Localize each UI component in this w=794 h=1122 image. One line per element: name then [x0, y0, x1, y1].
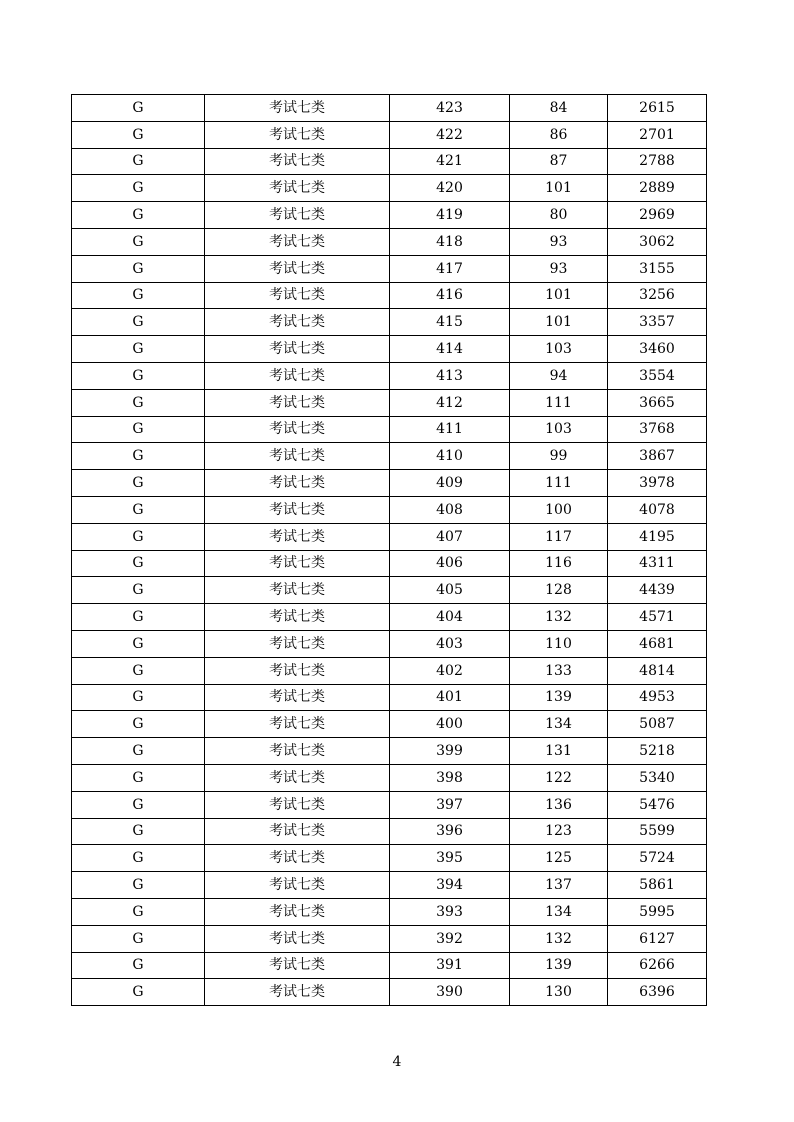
score-cell: 398	[390, 764, 510, 791]
count-cell: 84	[510, 95, 608, 122]
score-cell: 391	[390, 952, 510, 979]
score-cell: 422	[390, 121, 510, 148]
cumulative-count-cell: 4814	[608, 657, 707, 684]
count-cell: 103	[510, 336, 608, 363]
cumulative-count-cell: 3460	[608, 336, 707, 363]
category-code-cell: G	[72, 496, 205, 523]
exam-type-cell: 考试七类	[205, 764, 390, 791]
score-cell: 415	[390, 309, 510, 336]
table-row	[72, 523, 707, 550]
count-cell: 110	[510, 630, 608, 657]
count-cell: 101	[510, 309, 608, 336]
category-code-cell: G	[72, 738, 205, 765]
exam-type-cell: 考试七类	[205, 496, 390, 523]
cumulative-count-cell: 3867	[608, 443, 707, 470]
exam-type-cell: 考试七类	[205, 336, 390, 363]
score-cell: 408	[390, 496, 510, 523]
table-row	[72, 952, 707, 979]
score-cell: 404	[390, 604, 510, 631]
score-cell: 423	[390, 95, 510, 122]
cumulative-count-cell: 2969	[608, 202, 707, 229]
cumulative-count-cell: 3554	[608, 362, 707, 389]
cumulative-count-cell: 2701	[608, 121, 707, 148]
table-row	[72, 175, 707, 202]
cumulative-count-cell: 5995	[608, 898, 707, 925]
cumulative-count-cell: 4571	[608, 604, 707, 631]
exam-type-cell: 考试七类	[205, 711, 390, 738]
cumulative-count-cell: 5087	[608, 711, 707, 738]
cumulative-count-cell: 2889	[608, 175, 707, 202]
table-row	[72, 550, 707, 577]
count-cell: 93	[510, 255, 608, 282]
category-code-cell: G	[72, 898, 205, 925]
score-cell: 412	[390, 389, 510, 416]
exam-type-cell: 考试七类	[205, 898, 390, 925]
count-cell: 117	[510, 523, 608, 550]
cumulative-count-cell: 4311	[608, 550, 707, 577]
table-row	[72, 577, 707, 604]
category-code-cell: G	[72, 228, 205, 255]
count-cell: 134	[510, 711, 608, 738]
table-row	[72, 470, 707, 497]
cumulative-count-cell: 5340	[608, 764, 707, 791]
cumulative-count-cell: 5724	[608, 845, 707, 872]
category-code-cell: G	[72, 577, 205, 604]
category-code-cell: G	[72, 121, 205, 148]
count-cell: 122	[510, 764, 608, 791]
category-code-cell: G	[72, 336, 205, 363]
table-row	[72, 309, 707, 336]
exam-type-cell: 考试七类	[205, 523, 390, 550]
exam-type-cell: 考试七类	[205, 630, 390, 657]
exam-type-cell: 考试七类	[205, 95, 390, 122]
exam-type-cell: 考试七类	[205, 362, 390, 389]
table-row	[72, 764, 707, 791]
score-cell: 400	[390, 711, 510, 738]
count-cell: 101	[510, 282, 608, 309]
count-cell: 132	[510, 604, 608, 631]
category-code-cell: G	[72, 925, 205, 952]
table-row	[72, 148, 707, 175]
category-code-cell: G	[72, 604, 205, 631]
score-cell: 421	[390, 148, 510, 175]
score-cell: 416	[390, 282, 510, 309]
table-row	[72, 791, 707, 818]
category-code-cell: G	[72, 979, 205, 1006]
table-row	[72, 121, 707, 148]
exam-type-cell: 考试七类	[205, 309, 390, 336]
cumulative-count-cell: 3978	[608, 470, 707, 497]
score-cell: 393	[390, 898, 510, 925]
exam-type-cell: 考试七类	[205, 577, 390, 604]
exam-type-cell: 考试七类	[205, 148, 390, 175]
category-code-cell: G	[72, 630, 205, 657]
exam-type-cell: 考试七类	[205, 872, 390, 899]
exam-type-cell: 考试七类	[205, 925, 390, 952]
exam-type-cell: 考试七类	[205, 228, 390, 255]
score-distribution-table	[71, 94, 707, 1006]
category-code-cell: G	[72, 791, 205, 818]
cumulative-count-cell: 4195	[608, 523, 707, 550]
cumulative-count-cell: 5861	[608, 872, 707, 899]
score-cell: 396	[390, 818, 510, 845]
category-code-cell: G	[72, 282, 205, 309]
category-code-cell: G	[72, 872, 205, 899]
cumulative-count-cell: 3256	[608, 282, 707, 309]
category-code-cell: G	[72, 175, 205, 202]
cumulative-count-cell: 5476	[608, 791, 707, 818]
cumulative-count-cell: 3357	[608, 309, 707, 336]
count-cell: 123	[510, 818, 608, 845]
category-code-cell: G	[72, 95, 205, 122]
cumulative-count-cell: 2788	[608, 148, 707, 175]
score-cell: 413	[390, 362, 510, 389]
count-cell: 93	[510, 228, 608, 255]
category-code-cell: G	[72, 523, 205, 550]
exam-type-cell: 考试七类	[205, 791, 390, 818]
exam-type-cell: 考试七类	[205, 657, 390, 684]
category-code-cell: G	[72, 470, 205, 497]
table-row	[72, 443, 707, 470]
category-code-cell: G	[72, 657, 205, 684]
table-row	[72, 202, 707, 229]
count-cell: 111	[510, 389, 608, 416]
table-row	[72, 389, 707, 416]
category-code-cell: G	[72, 416, 205, 443]
count-cell: 116	[510, 550, 608, 577]
category-code-cell: G	[72, 952, 205, 979]
exam-type-cell: 考试七类	[205, 979, 390, 1006]
score-cell: 390	[390, 979, 510, 1006]
score-cell: 406	[390, 550, 510, 577]
score-cell: 397	[390, 791, 510, 818]
table-row	[72, 684, 707, 711]
score-cell: 411	[390, 416, 510, 443]
table-row	[72, 845, 707, 872]
count-cell: 103	[510, 416, 608, 443]
table-row	[72, 255, 707, 282]
category-code-cell: G	[72, 309, 205, 336]
category-code-cell: G	[72, 148, 205, 175]
cumulative-count-cell: 5218	[608, 738, 707, 765]
cumulative-count-cell: 3665	[608, 389, 707, 416]
table-row	[72, 657, 707, 684]
count-cell: 128	[510, 577, 608, 604]
count-cell: 137	[510, 872, 608, 899]
exam-type-cell: 考试七类	[205, 175, 390, 202]
count-cell: 101	[510, 175, 608, 202]
score-cell: 409	[390, 470, 510, 497]
score-cell: 402	[390, 657, 510, 684]
table-row	[72, 979, 707, 1006]
count-cell: 132	[510, 925, 608, 952]
category-code-cell: G	[72, 389, 205, 416]
cumulative-count-cell: 4953	[608, 684, 707, 711]
count-cell: 125	[510, 845, 608, 872]
count-cell: 139	[510, 952, 608, 979]
table-row	[72, 711, 707, 738]
exam-type-cell: 考试七类	[205, 684, 390, 711]
category-code-cell: G	[72, 443, 205, 470]
count-cell: 94	[510, 362, 608, 389]
count-cell: 134	[510, 898, 608, 925]
count-cell: 99	[510, 443, 608, 470]
count-cell: 130	[510, 979, 608, 1006]
cumulative-count-cell: 4681	[608, 630, 707, 657]
exam-type-cell: 考试七类	[205, 470, 390, 497]
count-cell: 136	[510, 791, 608, 818]
score-cell: 395	[390, 845, 510, 872]
table-row	[72, 738, 707, 765]
score-cell: 394	[390, 872, 510, 899]
cumulative-count-cell: 4078	[608, 496, 707, 523]
cumulative-count-cell: 3768	[608, 416, 707, 443]
score-cell: 403	[390, 630, 510, 657]
category-code-cell: G	[72, 255, 205, 282]
cumulative-count-cell: 4439	[608, 577, 707, 604]
cumulative-count-cell: 6266	[608, 952, 707, 979]
count-cell: 80	[510, 202, 608, 229]
score-cell: 420	[390, 175, 510, 202]
cumulative-count-cell: 2615	[608, 95, 707, 122]
exam-type-cell: 考试七类	[205, 416, 390, 443]
table-row	[72, 362, 707, 389]
table-row	[72, 818, 707, 845]
count-cell: 87	[510, 148, 608, 175]
table-row	[72, 282, 707, 309]
score-cell: 410	[390, 443, 510, 470]
count-cell: 131	[510, 738, 608, 765]
table-row	[72, 925, 707, 952]
table-row	[72, 228, 707, 255]
exam-type-cell: 考试七类	[205, 282, 390, 309]
category-code-cell: G	[72, 362, 205, 389]
score-cell: 399	[390, 738, 510, 765]
table-row	[72, 898, 707, 925]
category-code-cell: G	[72, 550, 205, 577]
score-cell: 407	[390, 523, 510, 550]
score-cell: 419	[390, 202, 510, 229]
score-cell: 414	[390, 336, 510, 363]
cumulative-count-cell: 3062	[608, 228, 707, 255]
score-cell: 418	[390, 228, 510, 255]
exam-type-cell: 考试七类	[205, 818, 390, 845]
category-code-cell: G	[72, 684, 205, 711]
cumulative-count-cell: 6396	[608, 979, 707, 1006]
category-code-cell: G	[72, 711, 205, 738]
category-code-cell: G	[72, 845, 205, 872]
cumulative-count-cell: 3155	[608, 255, 707, 282]
table-row	[72, 95, 707, 122]
count-cell: 139	[510, 684, 608, 711]
count-cell: 111	[510, 470, 608, 497]
cumulative-count-cell: 6127	[608, 925, 707, 952]
score-cell: 401	[390, 684, 510, 711]
exam-type-cell: 考试七类	[205, 121, 390, 148]
exam-type-cell: 考试七类	[205, 389, 390, 416]
page-number: 4	[392, 1054, 402, 1070]
table-row	[72, 496, 707, 523]
category-code-cell: G	[72, 202, 205, 229]
exam-type-cell: 考试七类	[205, 255, 390, 282]
exam-type-cell: 考试七类	[205, 604, 390, 631]
count-cell: 133	[510, 657, 608, 684]
score-cell: 405	[390, 577, 510, 604]
count-cell: 100	[510, 496, 608, 523]
count-cell: 86	[510, 121, 608, 148]
score-cell: 417	[390, 255, 510, 282]
table-row	[72, 604, 707, 631]
table-row	[72, 630, 707, 657]
exam-type-cell: 考试七类	[205, 443, 390, 470]
exam-type-cell: 考试七类	[205, 845, 390, 872]
table-row	[72, 416, 707, 443]
category-code-cell: G	[72, 818, 205, 845]
exam-type-cell: 考试七类	[205, 202, 390, 229]
cumulative-count-cell: 5599	[608, 818, 707, 845]
exam-type-cell: 考试七类	[205, 738, 390, 765]
table-row	[72, 336, 707, 363]
exam-type-cell: 考试七类	[205, 952, 390, 979]
category-code-cell: G	[72, 764, 205, 791]
table-body	[72, 95, 707, 1006]
score-cell: 392	[390, 925, 510, 952]
exam-type-cell: 考试七类	[205, 550, 390, 577]
table-row	[72, 872, 707, 899]
